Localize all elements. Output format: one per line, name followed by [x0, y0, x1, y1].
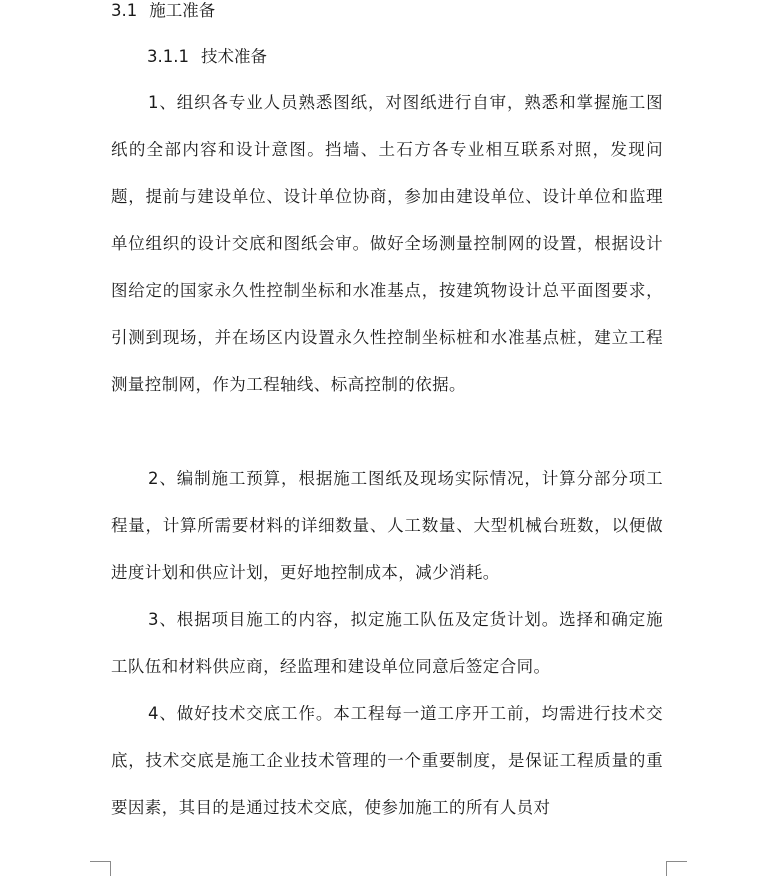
section-heading	[111, 0, 215, 22]
subsection-number: 3.1.1	[147, 47, 189, 66]
paragraph-3: 3、根据项目施工的内容，拟定施工队伍及定货计划。选择和确定施工队伍和材料供应商，经监理和建设单位同意后签定合同。	[111, 610, 663, 676]
subsection-heading	[147, 46, 267, 68]
section-number: 3.1	[111, 1, 138, 20]
paragraph-4: 4、做好技术交底工作。本工程每一道工序开工前，均需进行技术交底，技术交底是施工企业技术管理的一个重要制度，是保证工程质量的重要因素，其目的是通过技术交底，使参加施工的所有人员对	[111, 704, 663, 817]
crop-mark-bottom-right	[666, 861, 687, 876]
subsection-title: 技术准备	[200, 47, 267, 66]
crop-mark-bottom-left	[90, 861, 111, 876]
section-title: 施工准备	[149, 1, 216, 20]
paragraph-1: 1、组织各专业人员熟悉图纸，对图纸进行自审，熟悉和掌握施工图纸的全部内容和设计意图。挡墙、土石方各专业相互联系对照，发现问题，提前与建设单位、设计单位协商，参加由建设单位、设计单位和监理单位组织的设计交底和图纸会审。做好全场测量控制网的设置，根据设计图给定的国家永久性控制坐标和水准基点，按建筑物设计总平面图要求，引测到现场，并在场区内设置永久性控制坐标桩和水准基点桩，建立工程测量控制网，作为工程轴线、标高控制的依据。	[111, 93, 663, 394]
paragraph-2: 2、编制施工预算，根据施工图纸及现场实际情况，计算分部分项工程量，计算所需要材料的详细数量、人工数量、大型机械台班数，以便做进度计划和供应计划，更好地控制成本，减少消耗。	[111, 469, 663, 582]
